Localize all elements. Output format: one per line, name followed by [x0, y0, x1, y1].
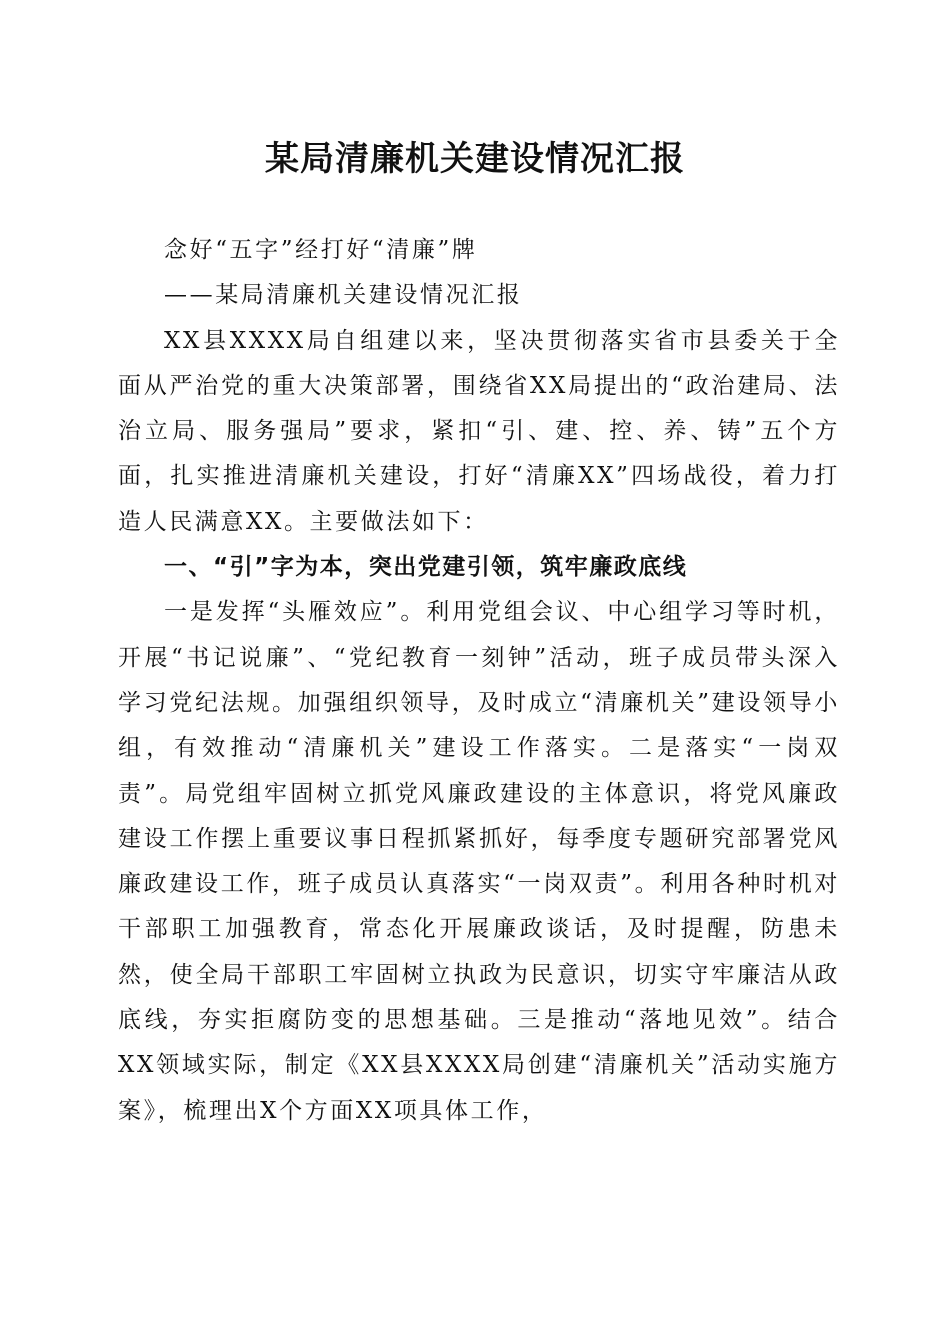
document-body — [118, 228, 840, 1134]
document-title: 某局清廉机关建设情况汇报 — [265, 139, 685, 179]
subtitle-report: ——某局清廉机关建设情况汇报 — [164, 282, 523, 309]
section-1-heading: 一、“引”字为本，突出党建引领，筑牢廉政底线 — [164, 554, 688, 581]
section-1-paragraph: 一是发挥“头雁效应”。利用党组会议、中心组学习等时机，开展“书记说廉”、“党纪教育一刻钟”活动，班子成员带头深入学习党纪法规。加强组织领导，及时成立“清廉机关”建设领导小组，有效推动“清廉机关”建设工作落实。二是落实“一岗双责”。局党组牢固树立抓党风廉政建设的主体意识，将党风廉政建设工作摆上重要议事日程抓紧抓好，每季度专题研究部署党风廉政建设工作，班子成员认真落实“一岗双责”。利用各种时机对干部职工加强教育，常态化开展廉政谈话，及时提醒，防患未然，使全局干部职工牢固树立执政为民意识，切实守牢廉洁从政底线，夯实拒腐防变的思想基础。三是推动“落地见效”。结合XX领域实际，制定《XX县XXXX局创建“清廉机关”活动实施方案》，梳理出X个方面XX项具体工作， — [118, 599, 840, 1124]
subtitle-slogan: 念好“五字”经打好“清廉”牌 — [164, 237, 478, 263]
intro-paragraph: XX县XXXX局自组建以来，坚决贯彻落实省市县委关于全面从严治党的重大决策部署，围绕省XX局提出的“政治建局、法治立局、服务强局”要求，紧扣“引、建、控、养、铸”五个方面，扎实推进清廉机关建设，打好“清廉XX”四场战役，着力打造人民满意XX。主要做法如下： — [118, 327, 840, 535]
